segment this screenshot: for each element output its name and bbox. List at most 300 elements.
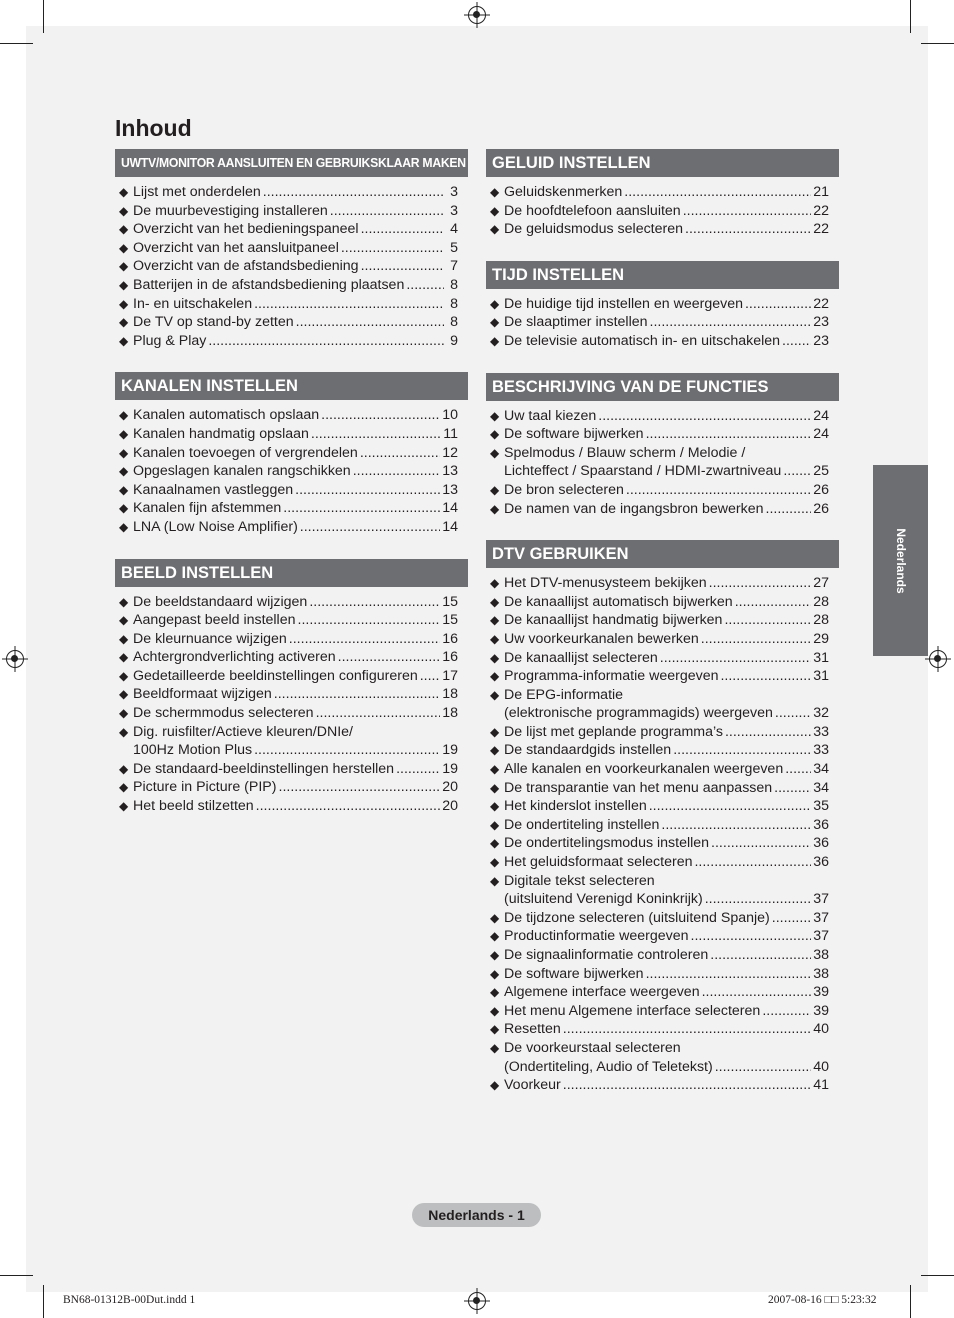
toc-entry[interactable]	[119, 202, 458, 221]
toc-entry[interactable]	[490, 1076, 829, 1095]
toc-entry[interactable]	[490, 872, 829, 909]
toc-entry-title: (Ondertiteling, Audio of Teletekst)	[504, 1058, 713, 1075]
toc-entry-title: Het geluidsformaat selecteren	[504, 854, 693, 871]
toc-entry[interactable]	[490, 927, 829, 946]
toc-page-number: 3	[450, 184, 458, 200]
registration-mark-icon	[468, 1292, 486, 1310]
toc-entry[interactable]	[119, 704, 458, 723]
toc-entry[interactable]	[490, 407, 829, 426]
diamond-bullet-icon: ◆	[119, 426, 129, 441]
dot-leader	[646, 425, 812, 444]
section-heading: UWTV/MONITOR AANSLUITEN EN GEBRUIKSKLAAR MAKEN	[115, 149, 468, 177]
toc-entry-title: Kanaalnamen vastleggen	[133, 481, 294, 498]
toc-entry[interactable]	[119, 444, 458, 463]
crop-mark	[0, 1275, 33, 1276]
diamond-bullet-icon: ◆	[490, 650, 500, 665]
dot-leader	[598, 407, 811, 426]
toc-entry[interactable]	[490, 965, 829, 984]
section-heading: KANALEN INSTELLEN	[115, 372, 468, 400]
toc-entry[interactable]	[490, 220, 829, 239]
toc-entry-title: De TV op stand-by zetten	[133, 314, 294, 331]
registration-mark-icon	[6, 650, 24, 668]
toc-entry-title: De slaaptimer instellen	[504, 314, 648, 331]
toc-entry[interactable]	[490, 834, 829, 853]
toc-page-number: 19	[442, 742, 458, 759]
toc-page-number: 35	[813, 798, 829, 815]
toc-entry[interactable]	[490, 741, 829, 760]
toc-entry[interactable]	[490, 946, 829, 965]
toc-entry[interactable]	[490, 1002, 829, 1021]
toc-entry[interactable]	[119, 332, 458, 351]
toc-entry[interactable]	[490, 1039, 829, 1076]
dot-leader	[563, 1020, 811, 1039]
toc-entry[interactable]	[119, 648, 458, 667]
toc-entry-title: Het DTV-menusysteem bekijken	[504, 575, 707, 592]
dot-leader	[311, 425, 441, 444]
dot-leader	[783, 462, 811, 481]
toc-page-number: 8	[450, 276, 458, 293]
toc-page-number: 15	[442, 612, 458, 629]
dot-leader	[208, 332, 444, 351]
diamond-bullet-icon: ◆	[490, 576, 500, 591]
toc-entry-title: De beeldstandaard wijzigen	[133, 593, 308, 610]
toc-page-number: 16	[442, 630, 458, 647]
toc-entry-title: De namen van de ingangsbron bewerken	[504, 500, 764, 517]
dot-leader	[710, 946, 811, 965]
dot-leader	[661, 816, 811, 835]
toc-entry-title: Digitale tekst selecteren	[504, 872, 655, 889]
toc-entry-title: Opgeslagen kanalen rangschikken	[133, 463, 351, 480]
dot-leader	[338, 648, 441, 667]
toc-page-number: 9	[450, 332, 458, 349]
toc-entry[interactable]	[119, 481, 458, 500]
dot-leader	[289, 630, 440, 649]
dot-leader	[256, 797, 441, 816]
toc-entry-title: Overzicht van het bedieningspaneel	[133, 221, 359, 238]
toc-entry[interactable]	[490, 425, 829, 444]
toc-page-number: 37	[813, 909, 829, 926]
dot-leader	[705, 890, 811, 909]
diamond-bullet-icon: ◆	[119, 296, 129, 311]
toc-entry-title: Aangepast beeld instellen	[133, 612, 296, 629]
diamond-bullet-icon: ◆	[119, 613, 129, 628]
toc-entry[interactable]	[490, 183, 829, 202]
toc-entry-title: LNA (Low Noise Amplifier)	[133, 518, 298, 535]
toc-entry-title: Kanalen toevoegen of vergrendelen	[133, 444, 358, 461]
toc-entry-title: De signaalinformatie controleren	[504, 947, 709, 963]
toc-entry[interactable]	[119, 406, 458, 425]
diamond-bullet-icon: ◆	[119, 780, 129, 795]
file-slug: BN68-01312B-00Dut.indd 1	[63, 1294, 196, 1306]
diamond-bullet-icon: ◆	[490, 948, 500, 962]
toc-entry[interactable]	[119, 183, 458, 202]
toc-entry[interactable]	[119, 685, 458, 704]
toc-entry-title: De kanaallijst automatisch bijwerken	[504, 593, 733, 610]
diamond-bullet-icon: ◆	[119, 408, 129, 423]
diamond-bullet-icon: ◆	[119, 594, 129, 609]
section-heading: GELUID INSTELLEN	[486, 149, 839, 177]
toc-page-number: 23	[813, 314, 829, 331]
dot-leader	[406, 276, 444, 295]
toc-page-number: 38	[813, 947, 829, 963]
toc-entry[interactable]	[119, 797, 458, 816]
toc-entry[interactable]	[490, 760, 829, 779]
dot-leader	[254, 295, 444, 314]
diamond-bullet-icon: ◆	[490, 836, 500, 851]
toc-entry-title: Geluidskenmerken	[504, 184, 623, 200]
diamond-bullet-icon: ◆	[119, 333, 129, 348]
toc-page-number: 14	[442, 518, 458, 535]
diamond-bullet-icon: ◆	[490, 185, 500, 199]
diamond-bullet-icon: ◆	[119, 445, 129, 460]
dot-leader	[673, 741, 811, 760]
crop-mark	[921, 43, 954, 44]
toc-entry-title: Gedetailleerde beeldinstellingen configureren	[133, 667, 418, 684]
toc-entry-title: 100Hz Motion Plus	[133, 742, 253, 759]
diamond-bullet-icon: ◆	[119, 650, 129, 665]
toc-entry-title: Alle kanalen en voorkeurkanalen weergeven	[504, 761, 784, 778]
toc-left-column	[115, 149, 468, 838]
diamond-bullet-icon: ◆	[119, 706, 129, 721]
toc-list	[486, 295, 839, 351]
dot-leader	[702, 983, 812, 1002]
dot-leader	[762, 1002, 811, 1021]
diamond-bullet-icon: ◆	[119, 464, 129, 479]
toc-entry-title: De kleurnuance wijzigen	[133, 630, 287, 647]
dot-leader	[735, 593, 812, 612]
toc-entry-title: De ondertiteling instellen	[504, 816, 660, 833]
toc-entry[interactable]	[119, 239, 458, 258]
diamond-bullet-icon: ◆	[490, 222, 500, 237]
dot-leader	[330, 202, 444, 221]
diamond-bullet-icon: ◆	[119, 185, 129, 199]
toc-entry[interactable]	[490, 295, 829, 314]
diamond-bullet-icon: ◆	[490, 985, 500, 1000]
dot-leader	[298, 611, 441, 630]
dot-leader	[300, 518, 440, 537]
toc-list	[115, 183, 468, 350]
toc-entry-title: De kanaallijst selecteren	[504, 649, 658, 666]
toc-page-number: 15	[442, 593, 458, 610]
toc-entry-title: Resetten	[504, 1021, 561, 1038]
toc-entry-title: Lijst met onderdelen	[133, 184, 261, 200]
toc-page-number: 18	[442, 705, 458, 722]
toc-page-number: 18	[442, 686, 458, 703]
toc-entry-title: De kanaallijst handmatig bijwerken	[504, 612, 723, 629]
toc-entry[interactable]	[490, 202, 829, 221]
toc-entry[interactable]	[490, 649, 829, 668]
toc-entry[interactable]	[119, 295, 458, 314]
toc-page-number: 7	[450, 258, 458, 275]
toc-entry-title: Uw voorkeurkanalen bewerken	[504, 630, 699, 647]
toc-page-number: 29	[813, 630, 829, 647]
section-heading: BEELD INSTELLEN	[115, 559, 468, 587]
toc-entry[interactable]	[119, 499, 458, 518]
toc-entry[interactable]	[119, 611, 458, 630]
toc-entry[interactable]	[119, 518, 458, 537]
crop-mark	[0, 43, 33, 44]
diamond-bullet-icon: ◆	[119, 799, 129, 814]
toc-page-number: 16	[442, 649, 458, 666]
toc-page-number: 3	[450, 202, 458, 219]
toc-entry[interactable]	[490, 574, 829, 593]
toc-entry-title: De software bijwerken	[504, 965, 644, 982]
toc-page-number: 14	[442, 500, 458, 517]
dot-leader	[341, 239, 444, 258]
diamond-bullet-icon: ◆	[119, 482, 129, 497]
toc-page-number: 22	[813, 295, 829, 312]
toc-entry[interactable]	[490, 611, 829, 630]
toc-page-number: 22	[813, 221, 829, 238]
toc-entry-title: De televisie automatisch in- en uitschakelen	[504, 332, 781, 349]
diamond-bullet-icon: ◆	[490, 315, 500, 330]
toc-entry-title: (elektronische programmagids) weergeven	[504, 705, 773, 722]
dot-leader	[685, 220, 811, 239]
toc-entry[interactable]	[490, 779, 829, 798]
toc-entry[interactable]	[490, 593, 829, 612]
toc-page-number: 36	[813, 816, 829, 833]
toc-entry-title: Achtergrondverlichting activeren	[133, 649, 336, 666]
toc-list	[486, 407, 839, 519]
toc-page-number: 39	[813, 984, 829, 1001]
toc-page-number: 22	[813, 202, 829, 219]
toc-entry-title: Plug & Play	[133, 332, 207, 349]
toc-page-number: 17	[442, 667, 458, 684]
diamond-bullet-icon: ◆	[490, 1022, 500, 1037]
toc-page-number: 31	[813, 668, 829, 685]
toc-entry-title: De hoofdtelefoon aansluiten	[504, 202, 681, 219]
toc-page-number: 8	[450, 314, 458, 331]
dot-leader	[646, 965, 812, 984]
toc-entry-title: De muurbevestiging installeren	[133, 202, 328, 219]
diamond-bullet-icon: ◆	[119, 259, 129, 274]
dot-leader	[785, 760, 811, 779]
toc-entry-title: Programma-informatie weergeven	[504, 668, 719, 685]
toc-page-number: 13	[442, 481, 458, 498]
dot-leader	[263, 183, 444, 202]
diamond-bullet-icon: ◆	[490, 780, 500, 795]
toc-entry-title: De bron selecteren	[504, 481, 624, 498]
dot-leader	[295, 481, 440, 500]
toc-entry-title: Het menu Algemene interface selecteren	[504, 1002, 761, 1019]
toc-entry[interactable]	[119, 630, 458, 649]
toc-entry[interactable]	[119, 667, 458, 686]
diamond-bullet-icon: ◆	[490, 855, 500, 870]
toc-entry[interactable]	[119, 778, 458, 797]
diamond-bullet-icon: ◆	[490, 669, 500, 684]
toc-entry[interactable]	[490, 983, 829, 1002]
diamond-bullet-icon: ◆	[119, 519, 129, 534]
dot-leader	[782, 332, 811, 351]
toc-page-number: 24	[813, 407, 829, 424]
toc-page-number: 28	[813, 593, 829, 610]
toc-entry-title: De standaardgids instellen	[504, 742, 672, 759]
toc-entry-title: In- en uitschakelen	[133, 295, 253, 312]
toc-page-number: 12	[442, 444, 458, 461]
dot-leader	[361, 257, 444, 276]
toc-entry-title: De tijdzone selecteren (uitsluitend Spanje)	[504, 909, 770, 926]
registration-mark-icon	[468, 6, 486, 24]
toc-entry[interactable]	[119, 276, 458, 295]
diamond-bullet-icon: ◆	[119, 222, 129, 237]
toc-section	[115, 372, 468, 536]
dot-leader	[701, 630, 811, 649]
toc-entry-title: Uw taal kiezen	[504, 407, 597, 424]
dot-leader	[691, 927, 812, 946]
crop-mark	[43, 1285, 44, 1318]
print-timestamp: 2007-08-16 □□ 5:23:32	[768, 1294, 877, 1306]
toc-page-number: 37	[813, 928, 829, 945]
toc-entry[interactable]	[490, 797, 829, 816]
toc-page-number: 8	[450, 295, 458, 312]
toc-page-number: 34	[813, 779, 829, 796]
toc-entry-title: Overzicht van het aansluitpaneel	[133, 239, 339, 256]
toc-page-number: 20	[442, 779, 458, 796]
crop-mark	[910, 1285, 911, 1318]
toc-entry-title: Kanalen fijn afstemmen	[133, 500, 282, 517]
toc-page-number: 21	[813, 184, 829, 200]
toc-entry-title: De standaard-beeldinstellingen herstellen	[133, 760, 395, 777]
toc-entry[interactable]	[490, 444, 829, 481]
toc-entry-title: De schermmodus selecteren	[133, 705, 314, 722]
toc-entry-title: Lichteffect / Spaarstand / HDMI-zwartniveau	[504, 463, 782, 480]
dot-leader	[720, 667, 811, 686]
diamond-bullet-icon: ◆	[490, 333, 500, 348]
diamond-bullet-icon: ◆	[119, 203, 129, 218]
toc-entry[interactable]	[490, 332, 829, 351]
toc-entry-title: Productinformatie weergeven	[504, 928, 689, 945]
toc-page-number: 39	[813, 1002, 829, 1019]
crop-mark	[43, 0, 44, 33]
dot-leader	[361, 220, 444, 239]
dot-leader	[279, 778, 441, 797]
toc-page-number: 10	[442, 407, 458, 424]
toc-entry[interactable]	[490, 630, 829, 649]
side-tab-label: Nederlands	[893, 527, 908, 594]
diamond-bullet-icon: ◆	[490, 613, 500, 628]
toc-entry[interactable]	[490, 1020, 829, 1039]
dot-leader	[709, 574, 812, 593]
toc-entry[interactable]	[490, 481, 829, 500]
diamond-bullet-icon: ◆	[119, 761, 129, 776]
toc-section	[486, 149, 839, 239]
toc-section	[115, 559, 468, 816]
toc-entry[interactable]	[119, 257, 458, 276]
diamond-bullet-icon: ◆	[490, 873, 500, 888]
toc-page-number: 19	[442, 760, 458, 777]
toc-entry-title: De voorkeurstaal selecteren	[504, 1039, 681, 1056]
dot-leader	[650, 313, 812, 332]
toc-page-number: 40	[813, 1021, 829, 1038]
toc-entry[interactable]	[490, 816, 829, 835]
toc-entry-title: Het beeld stilzetten	[133, 798, 254, 815]
toc-page-number: 26	[813, 481, 829, 498]
toc-entry-title: Voorkeur	[504, 1077, 561, 1094]
diamond-bullet-icon: ◆	[490, 762, 500, 777]
toc-entry[interactable]	[490, 686, 829, 723]
toc-entry-title: De ondertitelingsmodus instellen	[504, 835, 710, 852]
toc-entry[interactable]	[490, 313, 829, 332]
toc-entry[interactable]	[490, 667, 829, 686]
toc-entry-title: Batterijen in de afstandsbediening plaatsen	[133, 276, 405, 293]
diamond-bullet-icon: ◆	[119, 724, 129, 739]
toc-entry-title: Kanalen handmatig opslaan	[133, 425, 309, 442]
section-heading: TIJD INSTELLEN	[486, 261, 839, 289]
dot-leader	[274, 685, 440, 704]
diamond-bullet-icon: ◆	[119, 668, 129, 683]
toc-page-number: 40	[813, 1058, 829, 1075]
toc-entry[interactable]	[119, 723, 458, 760]
toc-page-number: 41	[813, 1077, 829, 1094]
toc-page-number: 26	[813, 500, 829, 517]
toc-list	[486, 183, 839, 239]
toc-entry-title: Spelmodus / Blauw scherm / Melodie /	[504, 444, 746, 461]
dot-leader	[774, 779, 811, 798]
toc-page-number: 23	[813, 332, 829, 349]
diamond-bullet-icon: ◆	[490, 724, 500, 739]
diamond-bullet-icon: ◆	[490, 445, 500, 460]
toc-page-number: 37	[813, 891, 829, 908]
toc-entry[interactable]	[490, 500, 829, 519]
diamond-bullet-icon: ◆	[490, 296, 500, 311]
diamond-bullet-icon: ◆	[490, 1040, 500, 1055]
toc-entry[interactable]	[119, 220, 458, 239]
toc-section	[486, 373, 839, 519]
toc-entry[interactable]	[119, 462, 458, 481]
toc-section	[486, 261, 839, 351]
toc-entry-title: Beeldformaat wijzigen	[133, 686, 272, 703]
toc-entry[interactable]	[490, 853, 829, 872]
diamond-bullet-icon: ◆	[490, 631, 500, 646]
toc-page-number: 38	[813, 965, 829, 982]
diamond-bullet-icon: ◆	[119, 277, 129, 292]
diamond-bullet-icon: ◆	[490, 929, 500, 944]
toc-entry-title: Het kinderslot instellen	[504, 798, 647, 815]
dot-leader	[396, 760, 440, 779]
dot-leader	[683, 202, 812, 221]
toc-entry[interactable]	[119, 760, 458, 779]
diamond-bullet-icon: ◆	[119, 631, 129, 646]
toc-entry-title: Kanalen automatisch opslaan	[133, 407, 320, 424]
dot-leader	[309, 593, 440, 612]
toc-entry[interactable]	[119, 425, 458, 444]
diamond-bullet-icon: ◆	[119, 687, 129, 702]
diamond-bullet-icon: ◆	[490, 687, 500, 702]
dot-leader	[254, 741, 440, 760]
diamond-bullet-icon: ◆	[119, 240, 129, 255]
toc-entry[interactable]	[119, 593, 458, 612]
toc-page-number: 31	[813, 649, 829, 666]
dot-leader	[725, 723, 811, 742]
dot-leader	[624, 183, 811, 202]
toc-page-number: 32	[813, 705, 829, 722]
dot-leader	[626, 481, 811, 500]
toc-page-number: 24	[813, 426, 829, 443]
dot-leader	[775, 704, 811, 723]
dot-leader	[296, 313, 444, 332]
diamond-bullet-icon: ◆	[490, 203, 500, 218]
toc-entry[interactable]	[119, 313, 458, 332]
toc-entry[interactable]	[490, 723, 829, 742]
diamond-bullet-icon: ◆	[490, 427, 500, 442]
toc-page-number: 34	[813, 761, 829, 778]
diamond-bullet-icon: ◆	[490, 1003, 500, 1018]
toc-entry[interactable]	[490, 909, 829, 928]
toc-page-number: 36	[813, 835, 829, 852]
toc-entry-title: De huidige tijd instellen en weergeven	[504, 295, 743, 312]
diamond-bullet-icon: ◆	[490, 482, 500, 497]
language-side-tab	[873, 465, 928, 656]
